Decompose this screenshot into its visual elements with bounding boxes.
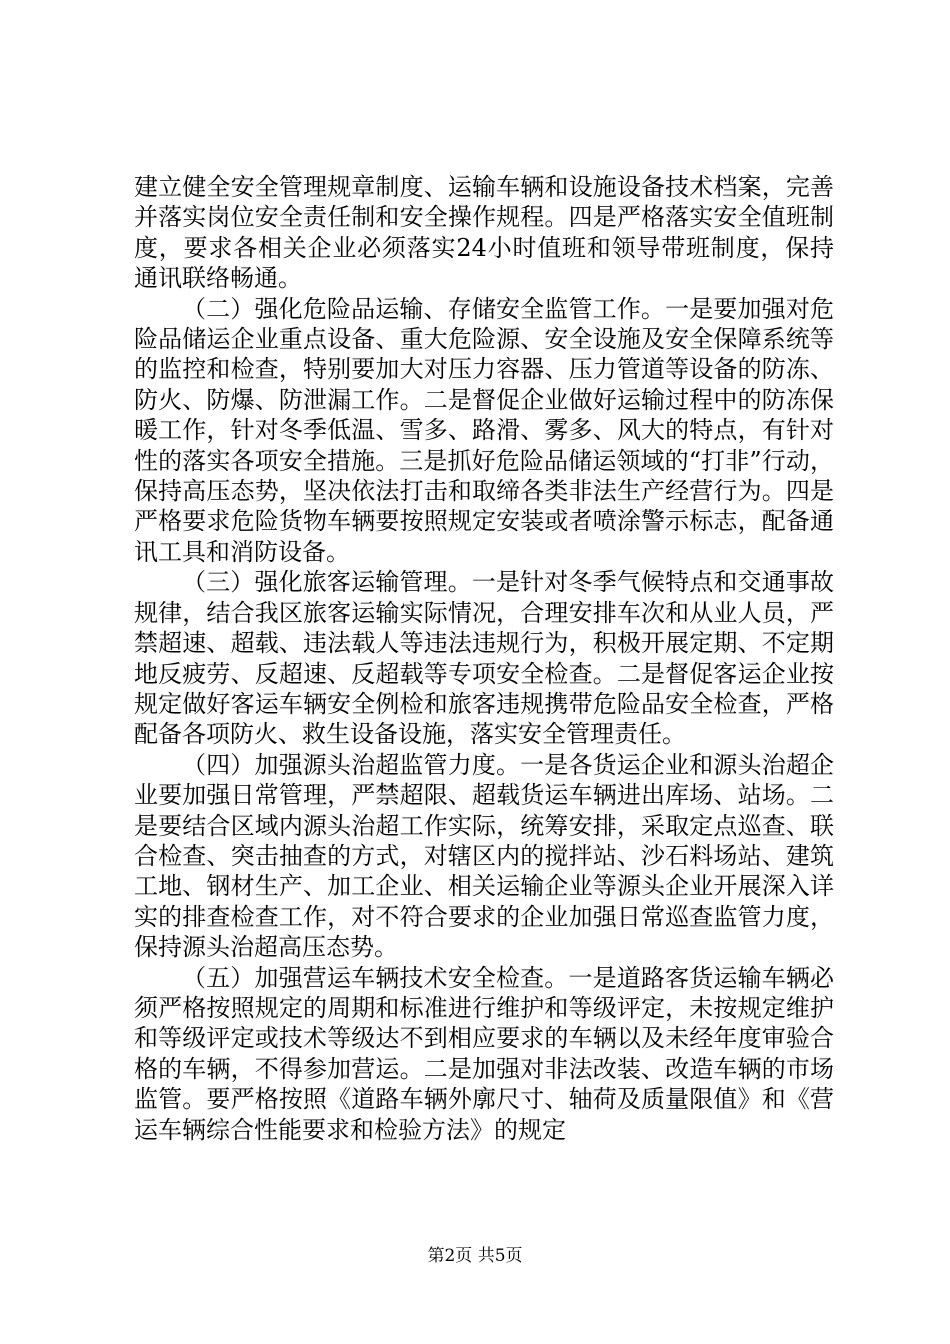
paragraph-section-4: （四）加强源头治超监管力度。一是各货运企业和源头治超企业要加强日常管理，严禁超限、超载货运车辆进出库场、站场。二是要结合区域内源头治超工作实际，统筹安排，采取定点巡查、联合检查、突击抽查的方式，对辖区内的搅拌站、沙石料场站、建筑工地、钢材生产、加工企业、相关运输企业等源头企业开展深入详实的排查检查工作，对不符合要求的企业加强日常巡查监管力度，保持源头治超高压态势。 — [134, 750, 834, 962]
paragraph-section-5: （五）加强营运车辆技术安全检查。一是道路客货运输车辆必须严格按照规定的周期和标准进行维护和等级评定，未按规定维护和等级评定或技术等级达不到相应要求的车辆以及未经年度审验合格的车辆，不得参加营运。二是加强对非法改装、改造车辆的市场监管。要严格按照《道路车辆外廓尺寸、轴荷及质量限值》和《营运车辆综合性能要求和检验方法》的规定 — [134, 963, 834, 1144]
paragraph-section-3: （三）强化旅客运输管理。一是针对冬季气候特点和交通事故规律，结合我区旅客运输实际情况，合理安排车次和从业人员，严禁超速、超载、违法载人等违法违规行为，积极开展定期、不定期地反疲劳、反超速、反超载等专项安全检查。二是督促客运企业按规定做好客运车辆安全例检和旅客违规携带危险品安全检查，严格配备各项防火、救生设备设施，落实安全管理责任。 — [134, 568, 834, 749]
page-number-footer: 第2页 共5页 — [427, 1246, 523, 1266]
document-body — [134, 172, 834, 1145]
paragraph-section-2: （二）强化危险品运输、存储安全监管工作。一是要加强对危险品储运企业重点设备、重大危险源、安全设施及安全保障系统等的监控和检查，特别要加大对压力容器、压力管道等设备的防冻、防火、防爆、防泄漏工作。二是督促企业做好运输过程中的防冻保暖工作，针对冬季低温、雪多、路滑、雾多、风大的特点，有针对性的落实各项安全措施。三是抓好危险品储运领域的“打非”行动，保持高压态势，坚决依法打击和取缔各类非法生产经营行为。四是严格要求危险货物车辆要按照规定安装或者喷涂警示标志，配备通讯工具和消防设备。 — [134, 294, 834, 566]
paragraph-continued: 建立健全安全管理规章制度、运输车辆和设施设备技术档案，完善并落实岗位安全责任制和安全操作规程。四是严格落实安全值班制度，要求各相关企业必须落实24小时值班和领导带班制度，保持通讯联络畅通。 — [134, 173, 834, 293]
